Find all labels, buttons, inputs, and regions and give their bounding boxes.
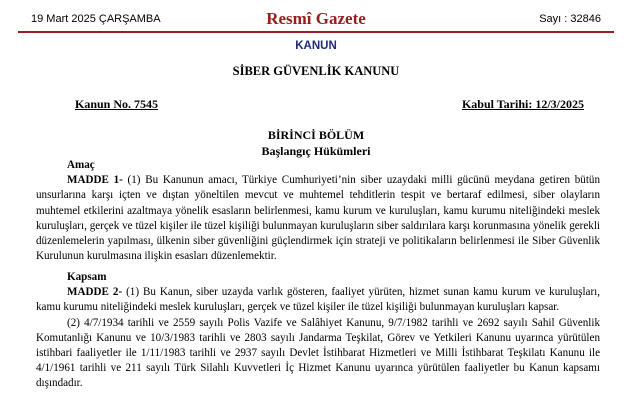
header-divider bbox=[18, 31, 614, 33]
article-paragraph-2: (2) 4/7/1934 tarihli ve 2559 sayılı Polis Vazife ve Salâhiyet Kanunu, 9/7/1982 tarihli ve 2692 sayılı Sahil Güvenlik Komutanlığı Kanunu ve 10/3/1983 tarihli ve 2803 sayılı Jandarma Teşkilat, Görev ve Yetkileri Kanunu uyarınca yürütülen istihbari faaliyetler ile 1/11/1983 tarihli ve 2937 sayılı Devlet İstihbarat Hizmetleri ve Milli İstihbarat Teşkilatı Kanunu ile 4/1/1961 tarihli ve 211 sayılı Türk Silahlı Kuvvetleri İç Hizmet Kanunu uyarınca yürütülen faaliyetler bu Kanun kapsamı dışındadır. bbox=[36, 316, 600, 390]
article-paragraph bbox=[36, 173, 600, 264]
acceptance-date: Kabul Tarihi: 12/3/2025 bbox=[461, 97, 584, 111]
article-label: MADDE 1- bbox=[67, 174, 123, 187]
law-title: SİBER GÜVENLİK KANUNU bbox=[232, 64, 400, 78]
issue-date: 19 Mart 2025 ÇARŞAMBA bbox=[31, 13, 161, 25]
article-label: MADDE 2- bbox=[67, 286, 123, 299]
article-1 bbox=[36, 158, 600, 264]
article-text: (1) Bu Kanun, siber uzayda varlık gösteren, faaliyet yürüten, hizmet sunan kamu kurum ve kuruluşları, kamu kurumu niteliğindeki meslek kuruluşları, gerçek ve tüzel kişiler ile tüzel kişiliği bulunmayan kuruluşları kapsar. bbox=[36, 286, 601, 314]
gazette-header bbox=[0, 0, 632, 34]
issue-number: Sayı : 32846 bbox=[539, 13, 601, 25]
law-number: Kanun No. 7545 bbox=[75, 97, 159, 111]
article-text: (1) Bu Kanunun amacı, Türkiye Cumhuriyeti’nin siber uzaydaki milli gücünü meydana getiren bütün unsurlarına karşı içten ve dıştan yöneltilen mevcut ve muhtemel tehditlerin tespit ve bertaraf edilmesi, siber olayların muhtemel etkilerini azaltmaya yönelik esasların belirlenmesi, kamu kurum ve kuruluşları, kamu kurumu niteliğindeki meslek kuruluşları, gerçek ve tüzel kişiler ile tüzel kişiliği bulunmayan kuruluşların siber saldırılara karşı korunmasına yönelik gerekli düzenlemelerin yapılması, ülkenin siber güvenliğini güçlendirmek için strateji ve politikaların belirlenmesi ile Siber Güvenlik Kurulunun kurulmasına ilişkin esasları düzenlemektir. bbox=[36, 174, 600, 263]
document-type: KANUN bbox=[295, 40, 337, 52]
article-heading: Amaç bbox=[67, 159, 95, 171]
article-2 bbox=[36, 270, 600, 392]
section-title: BİRİNCİ BÖLÜM bbox=[267, 128, 365, 142]
article-heading: Kapsam bbox=[67, 271, 107, 283]
gazette-title: Resmî Gazete bbox=[266, 9, 366, 28]
section-subtitle: Başlangıç Hükümleri bbox=[261, 144, 371, 158]
article-paragraph bbox=[36, 285, 600, 315]
